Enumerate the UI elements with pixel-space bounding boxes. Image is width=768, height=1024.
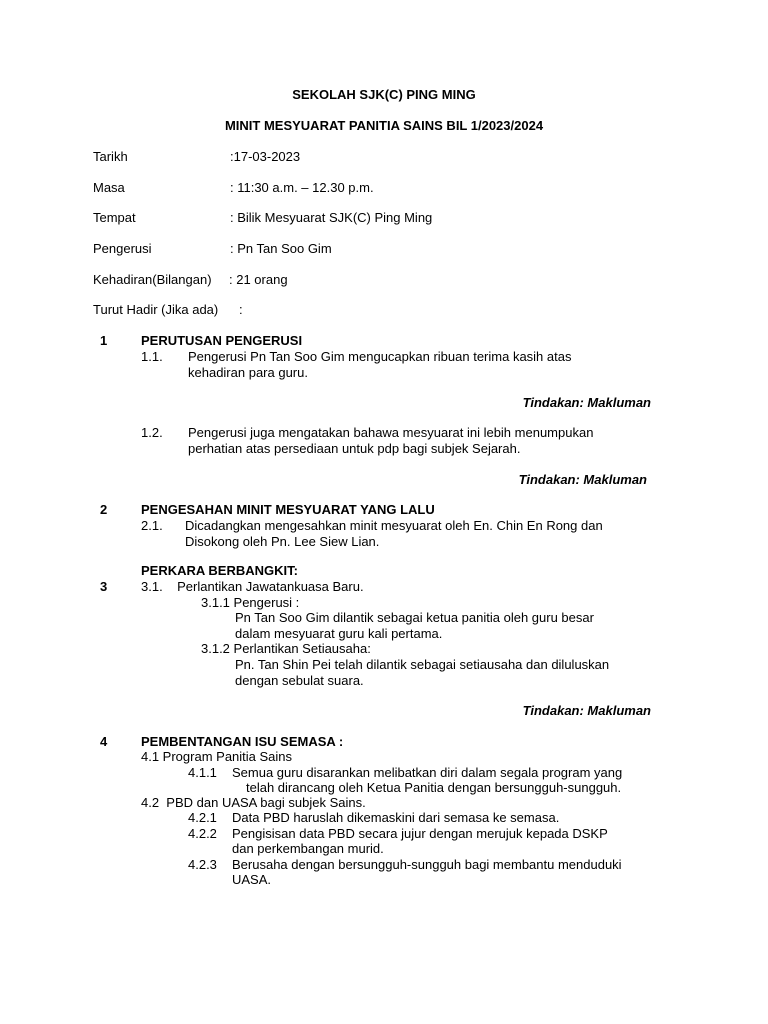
item-1-2-number: 1.2. <box>141 425 163 440</box>
action-1-2: Tindakan: Makluman <box>518 472 647 487</box>
item-4-1-1-text: Semua guru disarankan melibatkan diri dalam segala program yang <box>232 765 623 780</box>
document-title: MINIT MESYUARAT PANITIA SAINS BIL 1/2023/2024 <box>224 118 544 133</box>
item-3-1-2-text: Pn. Tan Shin Pei telah dilantik sebagai setiausaha dan diluluskan <box>235 657 610 672</box>
item-1-1-text: Pengerusi Pn Tan Soo Gim mengucapkan ribuan terima kasih atas <box>188 349 572 364</box>
info-value-date: :17-03-2023 <box>230 149 301 164</box>
item-3-1-1-text: Pn Tan Soo Gim dilantik sebagai ketua panitia oleh guru besar <box>235 610 594 625</box>
item-1-2-text-cont: perhatian atas persediaan untuk pdp bagi subjek Sejarah. <box>188 441 521 456</box>
item-3-1-2-heading: 3.1.2 Perlantikan Setiausaha: <box>201 641 371 656</box>
school-name: SEKOLAH SJK(C) PING MING <box>292 87 476 102</box>
info-value-attendance: : 21 orang <box>229 272 288 287</box>
item-4-2-3-number: 4.2.3 <box>188 857 217 872</box>
item-2-1-number: 2.1. <box>141 518 163 533</box>
item-4-1-heading: 4.1 Program Panitia Sains <box>141 749 293 764</box>
info-label-date: Tarikh <box>93 149 128 164</box>
item-4-2-2-text: Pengisisan data PBD secara jujur dengan merujuk kepada DSKP <box>232 826 608 841</box>
info-value-time: : 11:30 a.m. – 12.30 p.m. <box>230 180 374 195</box>
section-3-number: 3 <box>100 579 108 594</box>
info-label-venue: Tempat <box>93 210 136 225</box>
item-4-2-1-number: 4.2.1 <box>188 810 217 825</box>
section-4-heading: PEMBENTANGAN ISU SEMASA : <box>141 734 344 749</box>
item-3-1-2-text-cont: dengan sebulat suara. <box>235 673 364 688</box>
action-3: Tindakan: Makluman <box>522 703 651 718</box>
item-3-1-1-text-cont: dalam mesyuarat guru kali pertama. <box>235 626 443 641</box>
info-label-also-present: Turut Hadir (Jika ada) <box>93 302 219 317</box>
item-4-2-heading: 4.2 PBD dan UASA bagi subjek Sains. <box>141 795 366 810</box>
info-value-chair: : Pn Tan Soo Gim <box>230 241 332 256</box>
section-1-number: 1 <box>100 333 108 348</box>
section-2-number: 2 <box>100 502 108 517</box>
section-2-heading: PENGESAHAN MINIT MESYUARAT YANG LALU <box>141 502 435 517</box>
item-4-1-1-text-cont: telah dirancang oleh Ketua Panitia dengan bersungguh-sungguh. <box>246 780 622 795</box>
item-1-2-text: Pengerusi juga mengatakan bahawa mesyuarat ini lebih menumpukan <box>188 425 594 440</box>
item-1-1-text-cont: kehadiran para guru. <box>188 365 308 380</box>
action-1-1: Tindakan: Makluman <box>522 395 651 410</box>
info-value-also-present: : <box>239 302 243 317</box>
item-2-1-text-cont: Disokong oleh Pn. Lee Siew Lian. <box>185 534 380 549</box>
item-4-2-3-text: Berusaha dengan bersungguh-sungguh bagi membantu menduduki <box>232 857 622 872</box>
item-4-1-1-number: 4.1.1 <box>188 765 217 780</box>
item-4-2-2-number: 4.2.2 <box>188 826 217 841</box>
info-label-time: Masa <box>93 180 125 195</box>
item-4-2-2-text-cont: dan perkembangan murid. <box>232 841 384 856</box>
info-value-venue: : Bilik Mesyuarat SJK(C) Ping Ming <box>230 210 433 225</box>
item-3-1-text: 3.1. Perlantikan Jawatankuasa Baru. <box>141 579 364 594</box>
section-4-number: 4 <box>100 734 108 749</box>
section-1-heading: PERUTUSAN PENGERUSI <box>141 333 303 348</box>
section-3-heading: PERKARA BERBANGKIT: <box>141 563 298 578</box>
item-1-1-number: 1.1. <box>141 349 163 364</box>
info-label-attendance: Kehadiran(Bilangan) <box>93 272 212 287</box>
item-4-2-3-text-cont: UASA. <box>232 872 272 887</box>
item-2-1-text: Dicadangkan mengesahkan minit mesyuarat oleh En. Chin En Rong dan <box>185 518 603 533</box>
item-3-1-1-heading: 3.1.1 Pengerusi : <box>201 595 300 610</box>
item-4-2-1-text: Data PBD haruslah dikemaskini dari semasa ke semasa. <box>232 810 560 825</box>
info-label-chair: Pengerusi <box>93 241 152 256</box>
